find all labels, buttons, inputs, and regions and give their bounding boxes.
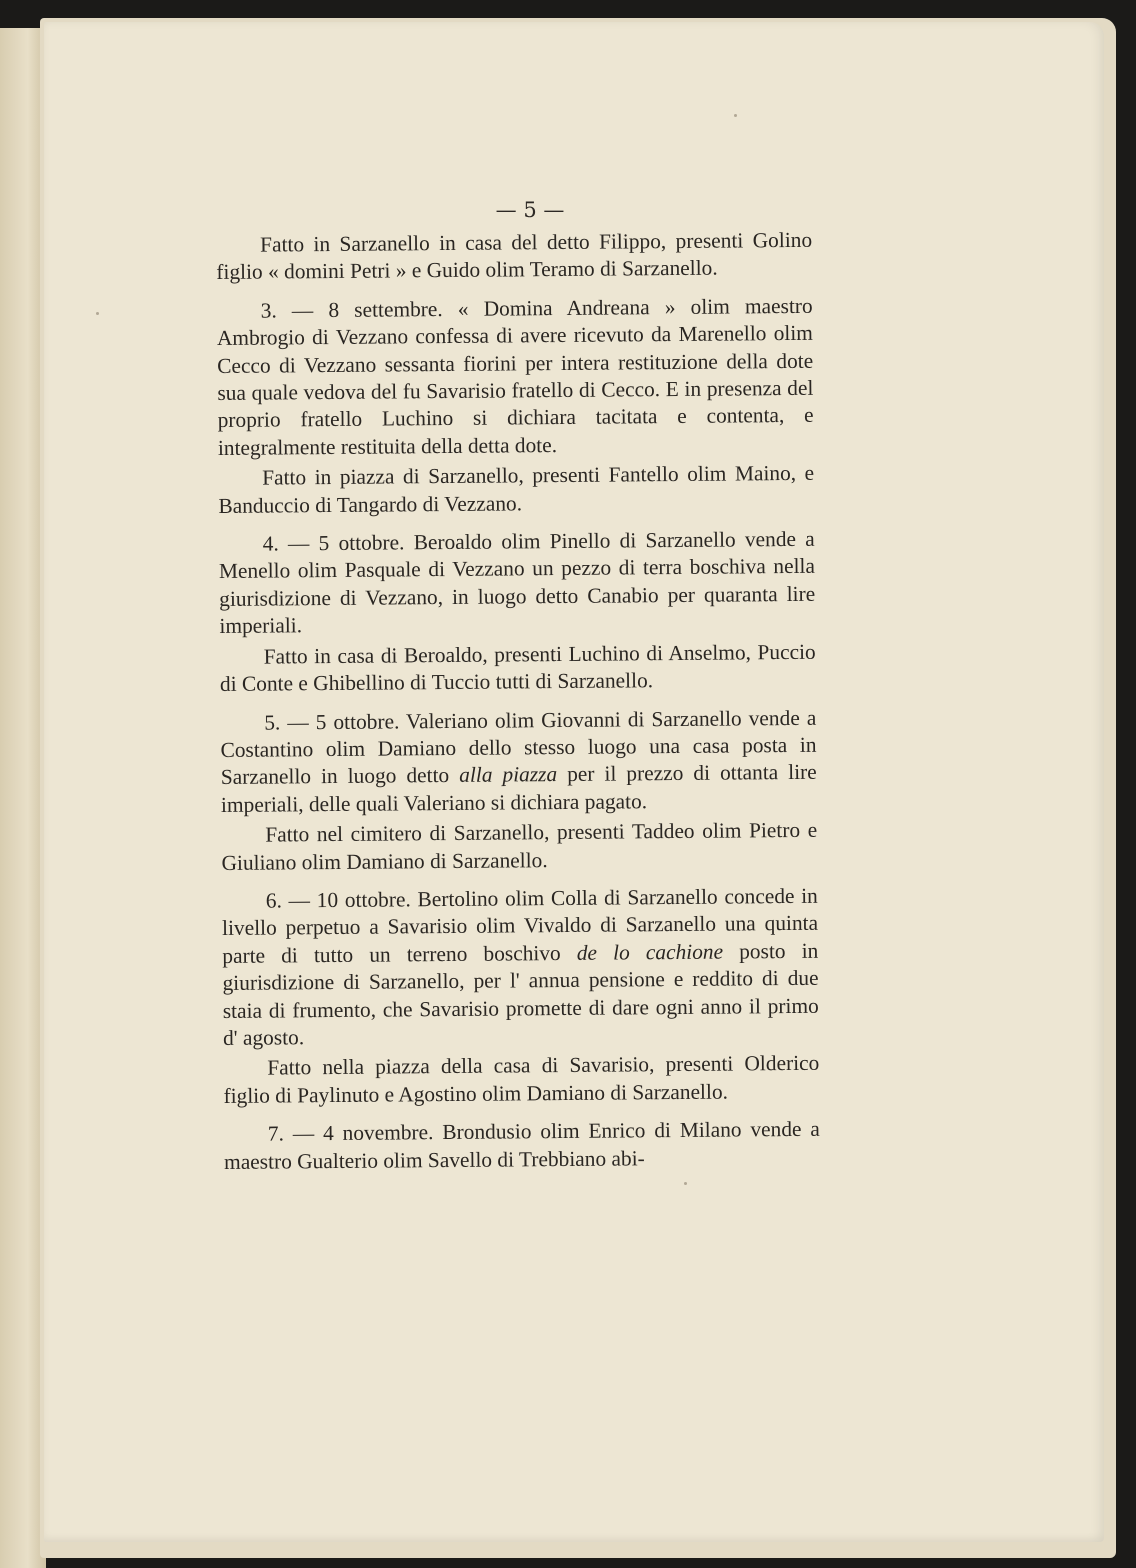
paragraph-fatto-1: Fatto in Sarzanello in casa del detto Filippo, presenti Golino figlio « domini Petri » e Guido olim Teramo di Sarzanello. [216, 227, 813, 285]
entry-5-text: 5. — 5 ottobre. Valeriano olim Giovanni di Sarzanello vende a Costantino olim Damiano dello stesso luogo una casa posta in Sarzanello in luogo detto [220, 705, 817, 790]
entry-6-text-end: posto in giurisdizione di Sarzanello, per l' annua pensione e reddito di due staia di frumento, che Savarisio promette di dare ogni anno il primo d' agosto. [222, 938, 819, 1050]
paper-fleck [734, 114, 737, 117]
paragraph-fatto-3: Fatto in piazza di Sarzanello, presenti Fantello olim Maino, e Banduccio di Tangardo di Vezzano. [218, 461, 815, 518]
entry-6-text: 6. — 10 ottobre. Bertolino olim Colla di Sarzanello concede in livello perpetuo a Savarisio olim Vivaldo di Sarzanello una quinta parte di tutto un terreno boschivo [221, 883, 819, 968]
entry-5-text-end: per il prezzo di ottanta lire imperiali, delle quali Valeriano si dichiara pagato. [220, 760, 817, 817]
entry-6 [222, 883, 819, 1053]
page-number: — 5 — [495, 198, 565, 222]
entry-5 [220, 704, 817, 819]
paper-fleck [684, 1182, 687, 1185]
paragraph-fatto-4: Fatto in casa di Beroaldo, presenti Luchino di Anselmo, Puccio di Conte e Ghibellino di Tuccio tutti di Sarzanello. [219, 639, 816, 697]
entry-4: 4. — 5 ottobre. Beroaldo olim Pinello di Sarzanello vende a Menello olim Pasquale di Vezzano un pezzo di terra boschiva nella giurisdizione di Vezzano, in luogo detto Canabio per quaranta lire imperiali. [218, 526, 816, 639]
entry-3: 3. — 8 settembre. « Domina Andreana » olim maestro Ambrogio di Vezzano confessa di avere ricevuto da Marenello olim Cecco di Vezzano sessanta fiorini per intera restituzione della dote sua quale vedova del fu Savarisio fratello di Cecco. E in presenza del proprio fratello Luchino si dichiara tacitata e contenta, e integralmente restituita della detta dote. [216, 293, 814, 460]
entry-6-italic: de lo cachione [576, 939, 724, 965]
paragraph-fatto-6: Fatto nella piazza della casa di Savarisio, presenti Olderico figlio di Paylinuto e Agostino olim Damiano di Sarzanello. [223, 1051, 820, 1108]
body-text [216, 227, 820, 1176]
entry-5-italic: alla piazza [459, 762, 558, 788]
entry-7: 7. — 4 novembre. Brondusio olim Enrico di Milano vende a maestro Gualterio olim Savello di Trebbiano abi- [224, 1116, 820, 1174]
paragraph-fatto-5: Fatto nel cimitero di Sarzanello, presenti Taddeo olim Pietro e Giuliano olim Damiano di Sarzanello. [221, 817, 818, 875]
paper-fleck [96, 312, 99, 315]
